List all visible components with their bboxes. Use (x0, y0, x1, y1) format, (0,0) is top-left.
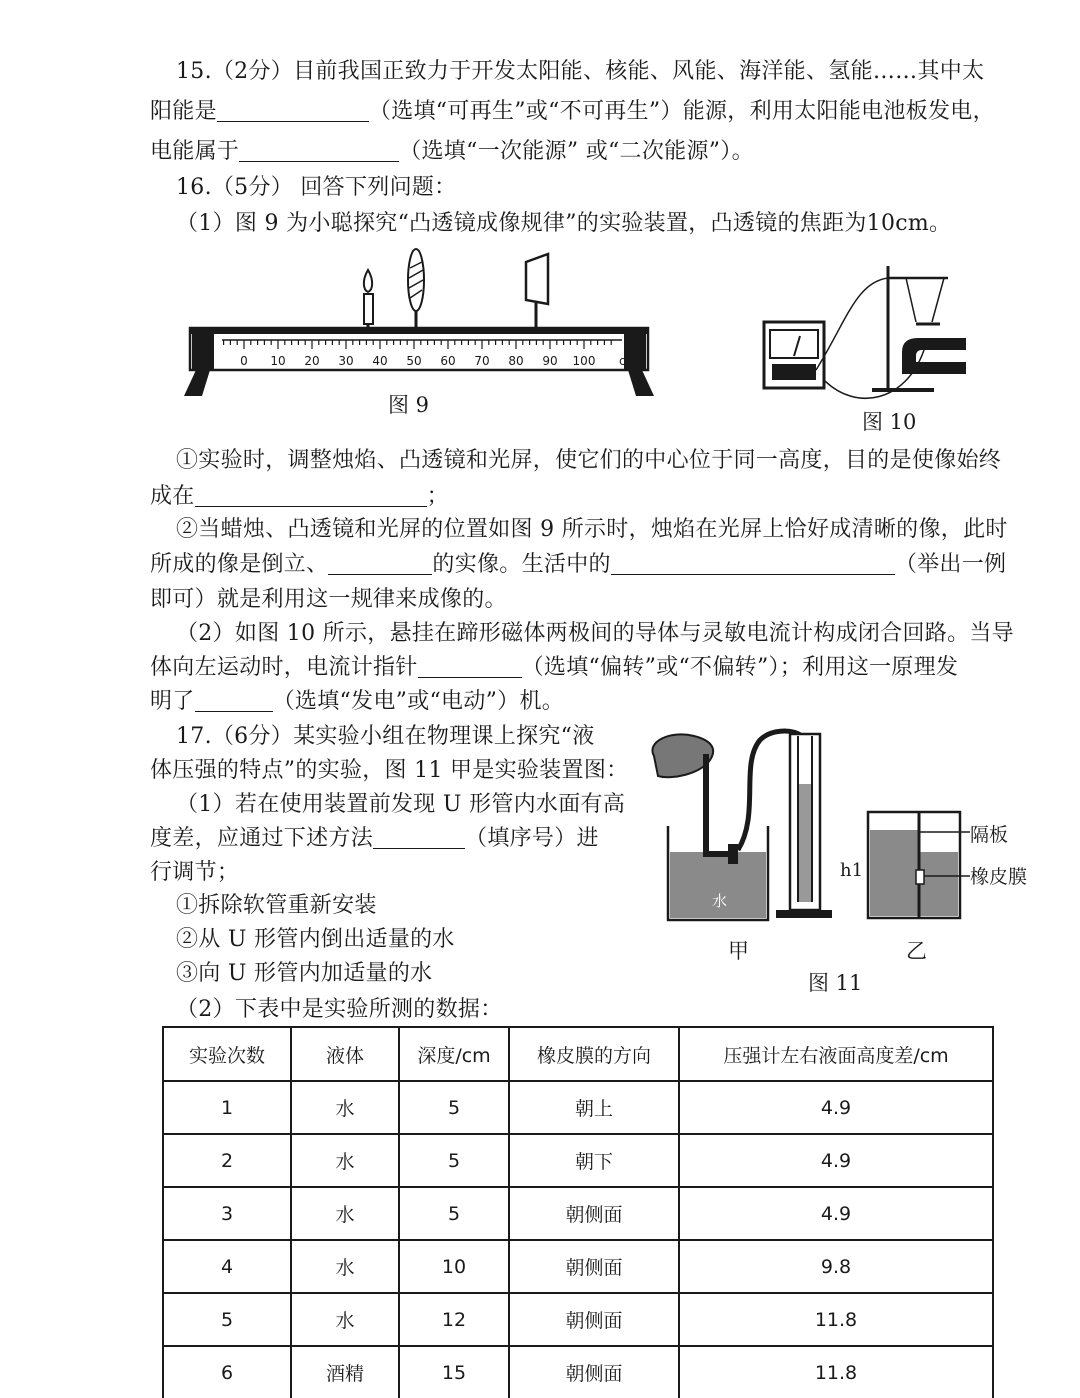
scale-tick-label: 60 (440, 354, 456, 368)
probe-head (728, 844, 738, 864)
q16-item-1-end: ； (426, 484, 449, 509)
q15-line-2-end: （选填“可再生”或“不可再生”）能源，利用太阳能电池板发电， (368, 99, 995, 124)
answer-blank-q16-5[interactable] (195, 689, 273, 712)
cell-trial: 3 (163, 1187, 291, 1240)
partition-label: 隔板 (970, 824, 1009, 846)
cell-direction: 朝侧面 (509, 1187, 679, 1240)
cell-depth: 10 (399, 1240, 509, 1293)
q16-part-2-end: （选填“偏转”或“不偏转”）；利用这一原理发 (521, 655, 959, 680)
header-trial: 实验次数 (163, 1027, 291, 1081)
galvanometer-terminals (772, 364, 816, 380)
cell-height-difference: 11.8 (679, 1293, 993, 1346)
wire-upper (816, 278, 888, 370)
q15-line-1: 15.（2分）目前我国正致力于开发太阳能、核能、风能、海洋能、氢能……其中太 (176, 59, 985, 84)
table-header-row (163, 1027, 993, 1081)
cell-depth: 5 (399, 1187, 509, 1240)
figure-10-galvanometer-magnet (756, 262, 978, 414)
cell-direction: 朝侧面 (509, 1293, 679, 1346)
cell-depth: 5 (399, 1081, 509, 1134)
answer-blank-q16-1[interactable] (195, 484, 427, 507)
u-tube-liquid (799, 784, 811, 902)
answer-blank-q16-3[interactable] (611, 552, 895, 575)
answer-blank-q15-2[interactable] (239, 139, 399, 162)
q17-line-3: （1）若在使用装置前发现 U 形管内水面有高 (176, 792, 626, 817)
cell-trial: 1 (163, 1081, 291, 1134)
scale-tick-label: 50 (406, 354, 422, 368)
q15-line-2-start: 阳能是 (150, 99, 217, 124)
q16-item-1-line-2 (150, 482, 449, 512)
q16-item-2-line-3: 即可）就是利用这一规律来成像的。 (150, 587, 507, 612)
answer-blank-q16-4[interactable] (418, 655, 522, 678)
table-row (163, 1240, 993, 1293)
q15-line-3 (150, 137, 754, 167)
q16-line-2: （1）图 9 为小聪探究“凸透镜成像规律”的实验装置，凸透镜的焦距为10cm。 (176, 211, 952, 236)
scale-tick-label: 10 (270, 354, 286, 368)
cell-trial: 4 (163, 1240, 291, 1293)
q16-item-2-part-b: 的实像。生活中的 (432, 552, 611, 577)
scale-tick-label: 30 (338, 354, 354, 368)
q17-line-1: 17.（6分）某实验小组在物理课上探究“液 (176, 724, 595, 749)
scale-tick-label: 100 (572, 354, 596, 368)
light-screen (526, 254, 548, 304)
header-liquid: 液体 (291, 1027, 399, 1081)
data-table (162, 1026, 994, 1398)
cell-liquid: 水 (291, 1187, 399, 1240)
q16-item-2-line-2 (150, 550, 1006, 580)
q16-part-2-line-3-end: （选填“发电”或“电动”）机。 (272, 689, 565, 714)
u-tube-base (776, 910, 832, 918)
q16-part-2-line-3-start: 明了 (150, 689, 195, 714)
bench-left-end (192, 328, 214, 370)
q17-line-4-start: 度差，应通过下述方法 (150, 826, 374, 851)
candle (364, 294, 373, 324)
q17-line-2: 体压强的特点”的实验，图 11 甲是实验装置图： (150, 758, 629, 783)
bench-top-edge (190, 328, 648, 334)
q16-line-1: 16.（5分） 回答下列问题： (176, 175, 457, 200)
q16-part-2-line-1: （2）如图 10 所示，悬挂在蹄形磁体两极间的导体与灵敏电流计构成闭合回路。当导 (176, 621, 1014, 646)
answer-blank-q15-1[interactable] (217, 99, 369, 122)
q15-line-2 (150, 97, 995, 127)
q17-option-1: ①拆除软管重新安装 (176, 893, 377, 918)
figure-11-caption: 图 11 (808, 971, 863, 995)
handwritten-mark: h1 (840, 860, 864, 881)
scale-tick-label: 40 (372, 354, 388, 368)
horseshoe-magnet (902, 338, 966, 374)
figure-9-optical-bench (182, 248, 658, 402)
q16-part-2-line-2 (150, 653, 958, 683)
figure-11-jia-label: 甲 (728, 939, 749, 963)
cell-height-difference: 4.9 (679, 1187, 993, 1240)
cell-direction: 朝上 (509, 1081, 679, 1134)
cell-liquid: 水 (291, 1134, 399, 1187)
bench-left-leg (184, 370, 210, 396)
q15-line-3-end: （选填“一次能源” 或“二次能源”）。 (399, 139, 754, 164)
q16-item-2-line-1: ②当蜡烛、凸透镜和光屏的位置如图 9 所示时，烛焰在光屏上恰好成清晰的像，此时 (176, 517, 1008, 542)
scale-tick-label: 0 (240, 354, 248, 368)
q17-option-2: ②从 U 形管内倒出适量的水 (176, 927, 455, 952)
table-row (163, 1346, 993, 1398)
scale-tick-label: 20 (304, 354, 320, 368)
beaker-jia-water-label: 水 (712, 892, 728, 910)
q16-item-1-start: 成在 (150, 484, 195, 509)
bench-right-leg (628, 370, 654, 396)
suspension-thread-right (932, 278, 944, 322)
table-row (163, 1187, 993, 1240)
cell-liquid: 水 (291, 1081, 399, 1134)
cell-liquid: 水 (291, 1240, 399, 1293)
answer-blank-q16-2[interactable] (328, 552, 432, 575)
cell-direction: 朝侧面 (509, 1346, 679, 1398)
header-membrane-direction: 橡皮膜的方向 (509, 1027, 679, 1081)
container-yi-right-liquid (920, 852, 958, 916)
q17-line-5: 行调节； (150, 860, 240, 885)
q17-line-4 (150, 824, 599, 854)
table-row (163, 1134, 993, 1187)
container-yi-left-liquid (870, 830, 918, 916)
cell-height-difference: 9.8 (679, 1240, 993, 1293)
figure-11-yi-label: 乙 (906, 939, 927, 963)
scale-tick-label: 80 (508, 354, 524, 368)
cell-height-difference: 4.9 (679, 1134, 993, 1187)
probe-tube (706, 754, 734, 854)
header-height-difference: 压强计左右液面高度差/cm (679, 1027, 993, 1081)
membrane-label: 橡皮膜 (970, 866, 1028, 888)
scale-tick-label: 90 (542, 354, 558, 368)
cell-depth: 12 (399, 1293, 509, 1346)
q16-part-2-line-3 (150, 687, 564, 717)
q16-part-2-start: 体向左运动时，电流计指针 (150, 655, 418, 680)
q17-option-3: ③向 U 形管内加适量的水 (176, 961, 433, 986)
cell-trial: 2 (163, 1134, 291, 1187)
answer-blank-q17-1[interactable] (373, 826, 465, 849)
candle-flame (364, 270, 372, 292)
cell-direction: 朝下 (509, 1134, 679, 1187)
figure-9-caption: 图 9 (388, 393, 430, 417)
cell-liquid: 酒精 (291, 1346, 399, 1398)
q15-line-3-start: 电能属于 (150, 139, 240, 164)
cell-trial: 6 (163, 1346, 291, 1398)
cell-depth: 5 (399, 1134, 509, 1187)
cell-direction: 朝侧面 (509, 1240, 679, 1293)
cell-depth: 15 (399, 1346, 509, 1398)
table-row (163, 1293, 993, 1346)
scale-tick-label: 70 (474, 354, 490, 368)
q16-item-2-part-a: 所成的像是倒立、 (150, 552, 329, 577)
q16-item-2-part-c: （举出一例 (894, 552, 1007, 577)
table-row (163, 1081, 993, 1134)
scale-tick-label: cm (619, 354, 638, 368)
header-depth: 深度/cm (399, 1027, 509, 1081)
figure-10-caption: 图 10 (862, 410, 917, 434)
rubber-membrane (916, 870, 924, 884)
cell-height-difference: 11.8 (679, 1346, 993, 1398)
cell-trial: 5 (163, 1293, 291, 1346)
q17-line-6: （2）下表中是实验所测的数据： (176, 997, 503, 1022)
cell-height-difference: 4.9 (679, 1081, 993, 1134)
suspension-thread-left (906, 278, 916, 322)
q16-item-1-line-1: ①实验时，调整烛焰、凸透镜和光屏，使它们的中心位于同一高度，目的是使像始终 (176, 448, 1002, 473)
q17-line-4-end: （填序号）进 (465, 826, 599, 851)
cell-liquid: 水 (291, 1293, 399, 1346)
